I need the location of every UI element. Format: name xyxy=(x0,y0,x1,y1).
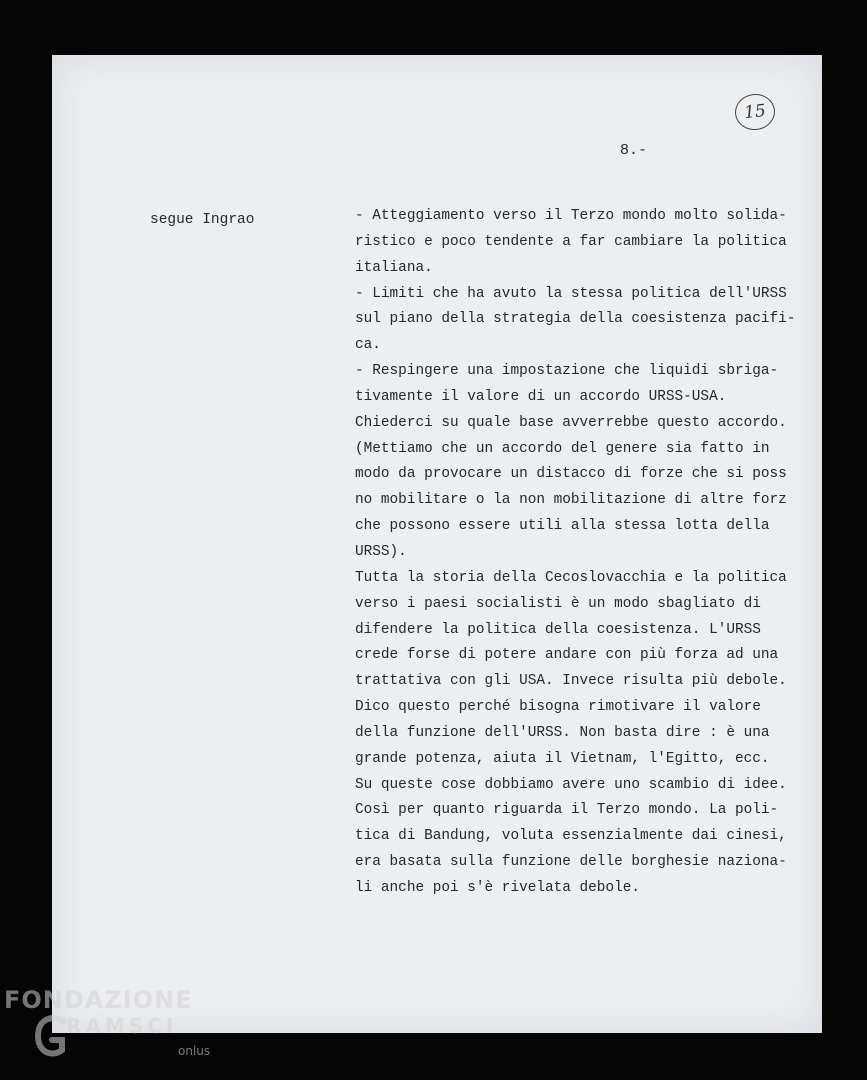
text-line: no mobilitare o la non mobilitazione di altre forz xyxy=(355,492,787,509)
text-line: - Respingere una impostazione che liquidi sbriga- xyxy=(355,363,779,380)
text-line: che possono essere utili alla stessa lotta della xyxy=(355,518,770,535)
text-line: grande potenza, aiuta il Vietnam, l'Egitto, ecc. xyxy=(355,750,770,767)
margin-note: segue Ingrao xyxy=(150,212,255,228)
watermark-line2: RAMSCI xyxy=(66,1014,178,1038)
text-line: era basata sulla funzione delle borghesie naziona- xyxy=(355,854,787,871)
text-line: verso i paesi socialisti è un modo sbagliato di xyxy=(355,595,761,612)
archive-number: 15 xyxy=(743,100,767,124)
page-number: 8.- xyxy=(620,142,648,159)
text-line: ristico e poco tendente a far cambiare la politica xyxy=(355,233,787,250)
text-line: modo da provocare un distacco di forze che si poss xyxy=(355,466,787,483)
text-line: li anche poi s'è rivelata debole. xyxy=(355,879,640,896)
text-line: della funzione dell'URSS. Non basta dire : è una xyxy=(355,724,770,741)
text-line: tica di Bandung, voluta essenzialmente dai cinesi, xyxy=(355,828,787,845)
text-line: Su queste cose dobbiamo avere uno scambio di idee. xyxy=(355,776,787,793)
text-line: (Mettiamo che un accordo del genere sia fatto in xyxy=(355,440,770,457)
text-line: ca. xyxy=(355,337,381,354)
body-text xyxy=(355,204,815,902)
text-line: URSS). xyxy=(355,543,407,560)
text-line: Dico questo perché bisogna rimotivare il valore xyxy=(355,699,761,716)
text-line: Tutta la storia della Cecoslovacchia e la politica xyxy=(355,569,787,586)
text-line: - Limiti che ha avuto la stessa politica dell'URSS xyxy=(355,285,787,302)
watermark-line1: FONDAZIONE xyxy=(4,986,193,1014)
text-line: trattativa con gli USA. Invece risulta più debole. xyxy=(355,673,787,690)
fondazione-gramsci-watermark xyxy=(4,986,224,1076)
text-line: crede forse di potere andare con più forza ad una xyxy=(355,647,779,664)
text-line: italiana. xyxy=(355,259,433,276)
text-line: tivamente il valore di un accordo URSS-USA. xyxy=(355,388,727,405)
gramsci-g-logo-icon xyxy=(34,1014,70,1064)
text-line: difendere la politica della coesistenza. L'URSS xyxy=(355,621,761,638)
text-line: Così per quanto riguarda il Terzo mondo. La poli- xyxy=(355,802,779,819)
text-line: sul piano della strategia della coesistenza pacifi- xyxy=(355,311,796,328)
text-line: - Atteggiamento verso il Terzo mondo molto solida- xyxy=(355,208,787,224)
text-line: Chiederci su quale base avverrebbe questo accordo. xyxy=(355,414,787,431)
watermark-suffix: onlus xyxy=(178,1044,211,1058)
